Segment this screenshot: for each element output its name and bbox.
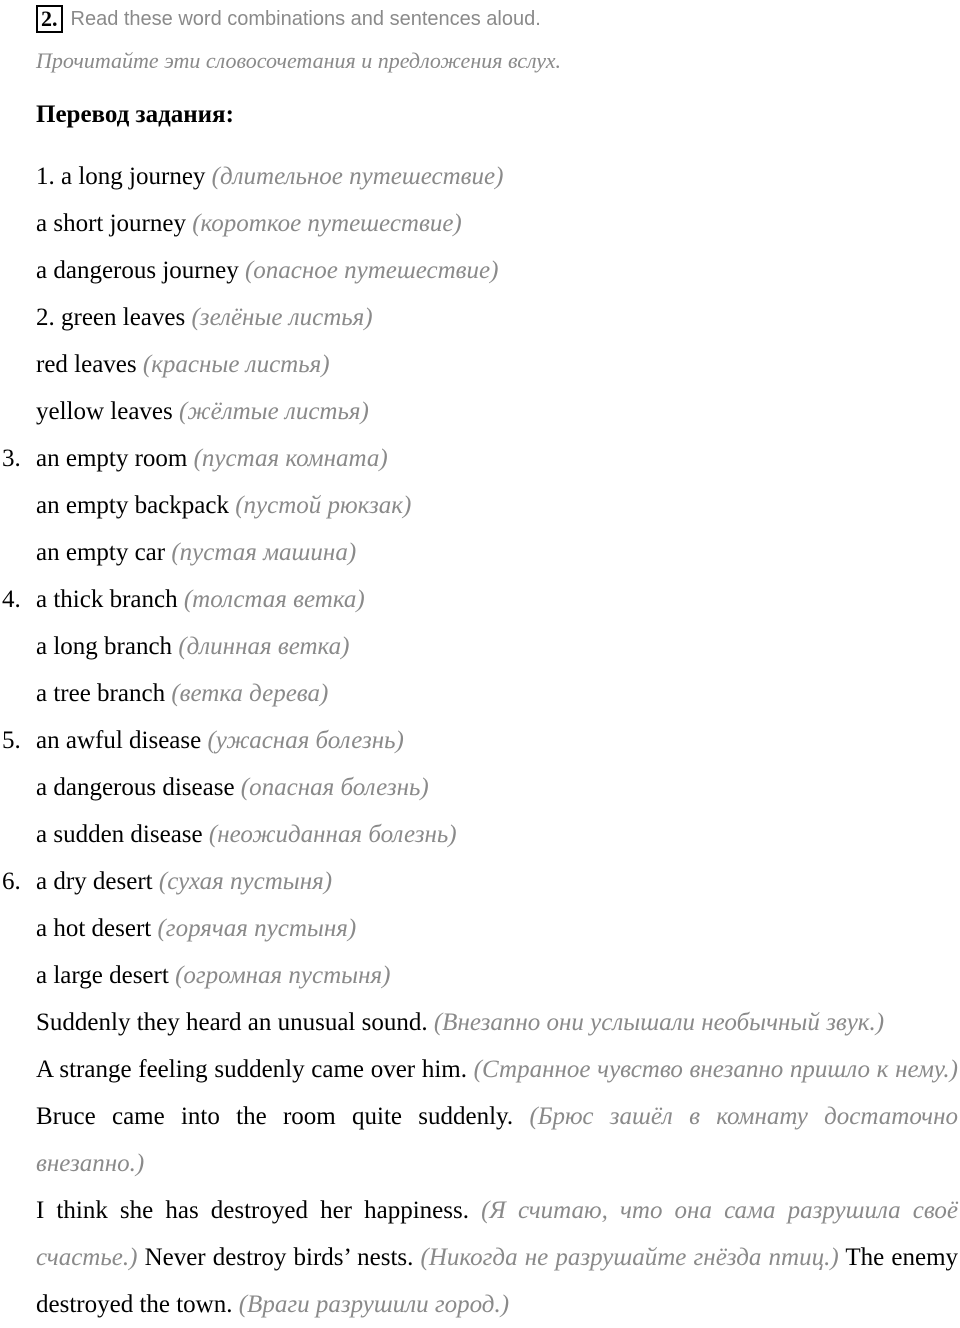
item-number: 5.	[2, 727, 21, 754]
phrase-line	[0, 717, 960, 764]
english-phrase: a dry desert	[36, 868, 153, 895]
english-phrase: a dangerous journey	[36, 257, 239, 284]
russian-translation: (пустой рюкзак)	[235, 492, 412, 519]
english-phrase: yellow leaves	[36, 398, 173, 425]
phrase-line	[0, 482, 960, 529]
english-phrase: an empty backpack	[36, 492, 229, 519]
russian-translation: (длинная ветка)	[178, 633, 350, 660]
task-instruction-ru: Прочитайте эти словосочетания и предложения вслух.	[36, 48, 562, 73]
task-header	[36, 4, 541, 34]
russian-translation: (Никогда не разрушайте гнёзда птиц.)	[420, 1244, 839, 1271]
english-phrase: an empty room	[36, 445, 188, 472]
english-sentence: A strange feeling suddenly came over him.	[36, 1056, 467, 1083]
russian-translation: (толстая ветка)	[183, 586, 365, 613]
russian-translation: (ужасная болезнь)	[207, 727, 404, 754]
english-phrase: a large desert	[36, 962, 169, 989]
english-sentence: Bruce came into the room quite suddenly.	[36, 1103, 514, 1130]
russian-translation: (огромная пустыня)	[175, 962, 391, 989]
english-phrase: an awful disease	[36, 727, 202, 754]
phrase-line	[0, 999, 960, 1046]
english-phrase: a thick branch	[36, 586, 178, 613]
item-number: 1.	[36, 163, 55, 190]
russian-translation: (пустая комната)	[193, 445, 388, 472]
phrase-line	[0, 294, 960, 341]
phrase-line	[0, 952, 960, 999]
english-phrase: a long journey	[61, 163, 206, 190]
russian-translation: (длительное путешествие)	[211, 163, 504, 190]
russian-translation: (зелёные листья)	[191, 304, 373, 331]
item-number: 6.	[2, 868, 21, 895]
phrase-line	[0, 858, 960, 905]
phrase-line	[0, 811, 960, 858]
russian-translation: (опасная болезнь)	[240, 774, 429, 801]
english-sentence: Never destroy birds’ nests.	[144, 1244, 414, 1271]
translation-content	[0, 153, 960, 1328]
russian-translation: (Странное чувство внезапно пришло к нему.)	[473, 1056, 958, 1083]
english-phrase: a dangerous disease	[36, 774, 235, 801]
phrase-line	[0, 623, 960, 670]
russian-translation: (горячая пустыня)	[157, 915, 357, 942]
russian-translation: (жёлтые листья)	[179, 398, 369, 425]
item-number: 3.	[2, 445, 21, 472]
task-number-box: 2.	[36, 5, 63, 33]
english-phrase: an empty car	[36, 539, 166, 566]
english-phrase: a short journey	[36, 210, 186, 237]
russian-translation: (Враги разрушили город.)	[238, 1291, 510, 1318]
phrase-line	[0, 764, 960, 811]
russian-translation: (красные листья)	[142, 351, 330, 378]
russian-translation: (короткое путешествие)	[192, 210, 462, 237]
english-phrase: a sudden disease	[36, 821, 203, 848]
english-phrase: red leaves	[36, 351, 137, 378]
english-phrase: Suddenly they heard an unusual sound.	[36, 1009, 428, 1036]
phrase-line	[0, 200, 960, 247]
russian-translation: (Я считаю, что она сама разрушила своё счастье.)	[36, 1197, 958, 1271]
english-phrase: a hot desert	[36, 915, 152, 942]
russian-translation: (Внезапно они услышали необычный звук.)	[433, 1009, 885, 1036]
phrase-line	[0, 153, 960, 200]
english-phrase: a tree branch	[36, 680, 166, 707]
russian-translation: (неожиданная болезнь)	[208, 821, 457, 848]
english-sentence: I think she has destroyed her happiness.	[36, 1197, 469, 1224]
phrase-line	[0, 670, 960, 717]
russian-translation: (ветка дерева)	[171, 680, 329, 707]
item-number: 2.	[36, 304, 55, 331]
phrase-line	[0, 435, 960, 482]
phrase-line	[0, 388, 960, 435]
russian-translation: (Брюс зашёл в комнату достаточно внезапно.)	[36, 1103, 959, 1177]
phrase-line	[0, 341, 960, 388]
phrase-line	[0, 576, 960, 623]
russian-translation: (опасное путешествие)	[244, 257, 499, 284]
english-phrase: a long branch	[36, 633, 173, 660]
task-instruction-en: Read these word combinations and sentences aloud.	[70, 7, 541, 30]
phrase-line	[0, 529, 960, 576]
translation-heading: Перевод задания:	[36, 101, 234, 128]
russian-translation: (сухая пустыня)	[158, 868, 333, 895]
russian-translation: (пустая машина)	[171, 539, 357, 566]
sentence-paragraph	[0, 1187, 960, 1328]
item-number: 4.	[2, 586, 21, 613]
english-phrase: green leaves	[61, 304, 186, 331]
phrase-line	[0, 247, 960, 294]
phrase-line	[0, 905, 960, 952]
sentence-paragraph	[0, 1046, 960, 1187]
english-sentence: The enemy destroyed the town.	[36, 1244, 959, 1318]
